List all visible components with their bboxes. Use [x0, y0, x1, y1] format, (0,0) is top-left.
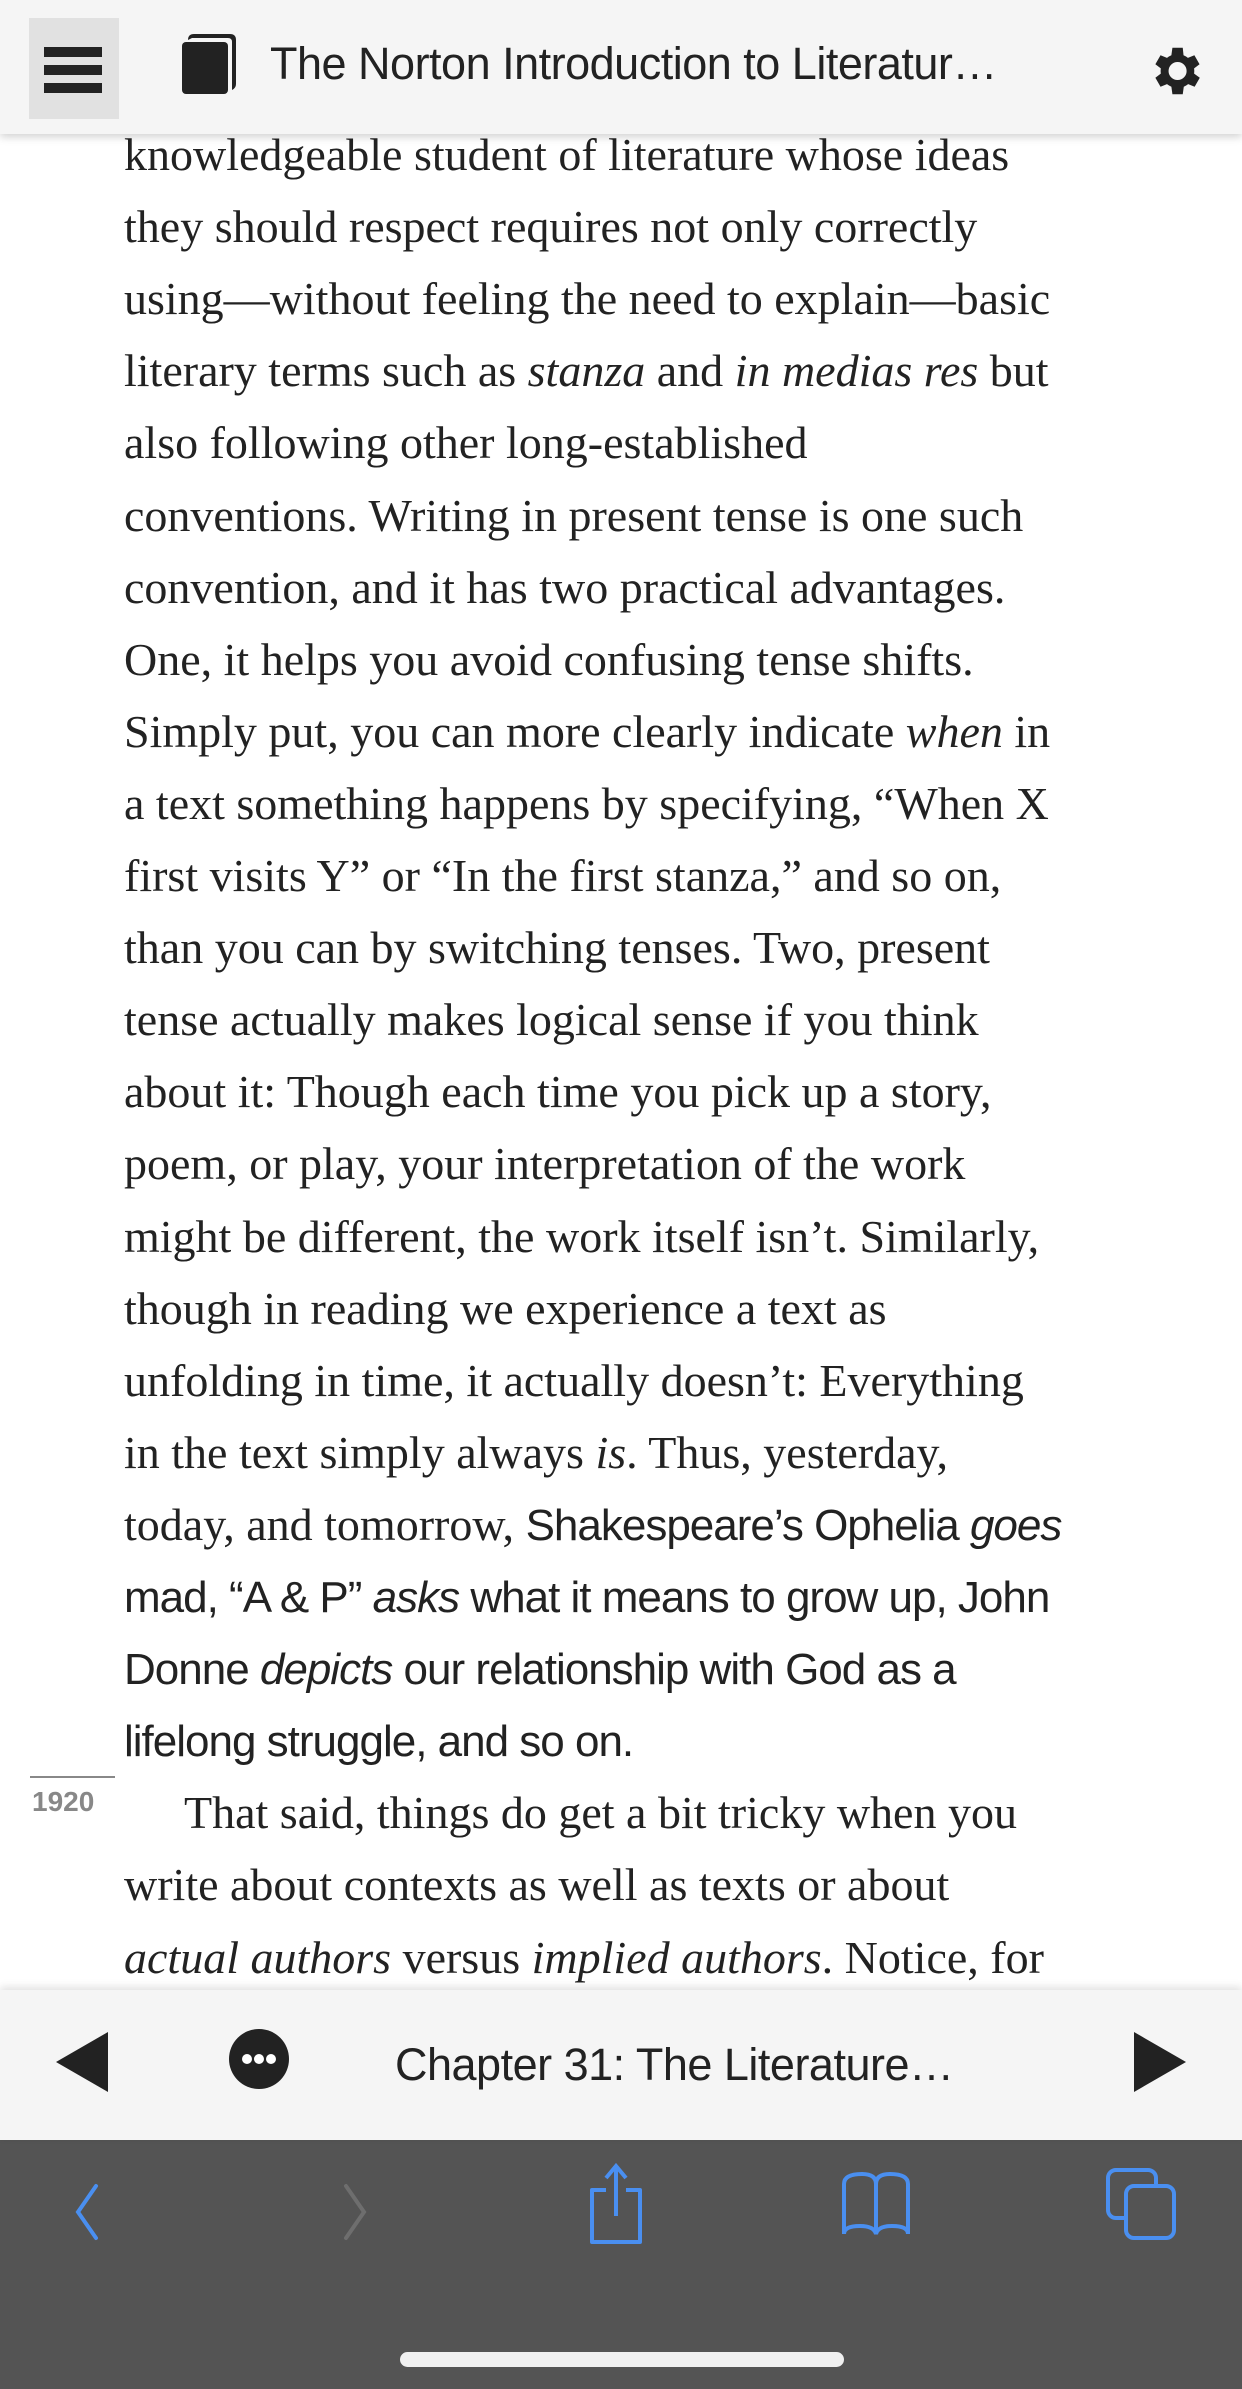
text-line	[124, 1273, 887, 1345]
text-segment: implied authors	[531, 1931, 822, 1983]
bookmarks-icon[interactable]	[838, 2170, 914, 2240]
text-segment: write about contexts as well as texts or about	[124, 1859, 950, 1911]
triangle-right-icon[interactable]	[1130, 2030, 1190, 2094]
page-marker: 1920	[32, 1786, 95, 1817]
text-line	[124, 335, 1049, 407]
text-segment: asks	[372, 1573, 460, 1622]
text-line	[124, 1705, 633, 1777]
text-segment: in medias res	[734, 345, 979, 397]
back-icon[interactable]	[66, 2182, 106, 2242]
chapter-nav-bar	[0, 1990, 1242, 2140]
tabs-icon[interactable]	[1104, 2166, 1180, 2242]
text-line	[124, 768, 1049, 840]
text-line	[124, 1922, 1044, 1991]
book-title: The Norton Introduction to Literatur…	[270, 38, 997, 89]
text-line	[124, 263, 1050, 335]
text-segment: conventions. Writing in present tense is one such	[124, 489, 1024, 541]
text-line	[124, 1849, 949, 1921]
text-line	[124, 1489, 1061, 1561]
text-segment: Simply put, you can more clearly indicate	[124, 705, 906, 757]
text-segment: That said, things do get a bit tricky when you	[184, 1787, 1017, 1839]
book-text	[0, 134, 1242, 1990]
text-segment: mad, “A & P”	[124, 1573, 373, 1622]
text-segment: about it: Though each time you pick up a story,	[124, 1066, 992, 1118]
text-segment: literary terms such as	[124, 345, 528, 397]
text-segment: . Thus, yesterday,	[626, 1426, 949, 1478]
page-marker-rule	[30, 1776, 115, 1778]
text-segment: unfolding in time, it actually doesn’t: Everything	[124, 1354, 1024, 1406]
text-segment: convention, and it has two practical advantages.	[124, 561, 1006, 613]
text-segment: also following other long-established	[124, 417, 808, 469]
text-segment: goes	[969, 1500, 1062, 1550]
chapter-title[interactable]: Chapter 31: The Literature…	[395, 2039, 954, 2090]
text-line	[124, 1633, 956, 1705]
text-line	[124, 1056, 991, 1128]
text-segment: tense actually makes logical sense if you think	[124, 994, 979, 1046]
text-line	[124, 1128, 965, 1200]
text-segment: a text something happens by specifying, “When X	[124, 777, 1049, 829]
text-segment: today, and tomorrow,	[124, 1498, 526, 1550]
text-line	[124, 1417, 948, 1489]
book-icon	[182, 32, 238, 94]
text-segment: Shakespeare’s Ophelia	[525, 1500, 970, 1550]
text-segment: is	[595, 1426, 627, 1478]
text-segment: what it means to grow up, John	[459, 1573, 1050, 1622]
text-segment: using—without feeling the need to explain—basic	[124, 273, 1051, 325]
text-segment: but	[978, 345, 1049, 397]
text-line	[124, 984, 979, 1056]
text-segment: knowledgeable student of literature whose ideas	[124, 134, 1010, 180]
text-segment: lifelong struggle, and so on.	[124, 1717, 634, 1767]
more-dots-icon[interactable]	[228, 2028, 290, 2090]
text-segment: though in reading we experience a text as	[124, 1282, 887, 1334]
gear-icon[interactable]	[1144, 40, 1206, 102]
forward-icon	[336, 2182, 376, 2242]
text-line	[124, 407, 808, 479]
text-line	[124, 552, 1005, 624]
text-segment: stanza	[527, 345, 646, 397]
text-line	[124, 191, 977, 263]
text-line	[124, 696, 1050, 768]
text-segment: might be different, the work itself isn’t. Similarly,	[124, 1210, 1040, 1262]
triangle-left-icon[interactable]	[52, 2030, 112, 2094]
browser-toolbar	[0, 2140, 1242, 2389]
text-segment: depicts	[259, 1645, 393, 1695]
text-segment: in the text simply always	[124, 1426, 596, 1478]
text-segment: Donne	[124, 1645, 260, 1695]
text-segment: and	[645, 345, 735, 397]
text-segment: than you can by switching tenses. Two, present	[124, 922, 990, 974]
text-line	[124, 1561, 1049, 1633]
menu-button[interactable]	[29, 18, 119, 119]
text-line	[124, 1345, 1024, 1417]
text-line	[124, 1201, 1039, 1273]
text-segment: . Notice, for	[821, 1931, 1044, 1983]
text-segment: poem, or play, your interpretation of the work	[124, 1138, 966, 1190]
text-segment: first visits Y” or “In the first stanza,” and so on,	[124, 850, 1002, 901]
text-line	[184, 1777, 1017, 1849]
text-segment: One, it helps you avoid confusing tense shifts.	[124, 633, 974, 685]
text-segment: versus	[391, 1931, 532, 1983]
text-segment: they should respect requires not only correctly	[124, 201, 978, 253]
text-segment: actual authors	[124, 1931, 392, 1983]
home-indicator[interactable]	[400, 2352, 844, 2367]
text-line	[124, 134, 1009, 191]
text-line	[124, 912, 990, 984]
text-line	[124, 480, 1023, 552]
text-line	[124, 840, 1001, 912]
hamburger-icon	[44, 41, 104, 97]
text-line	[124, 624, 974, 696]
share-icon[interactable]	[584, 2162, 648, 2246]
text-segment: our relationship with God as a	[392, 1645, 956, 1695]
reader-header	[0, 0, 1242, 134]
text-segment: when	[905, 705, 1003, 757]
text-segment: in	[1002, 705, 1051, 757]
